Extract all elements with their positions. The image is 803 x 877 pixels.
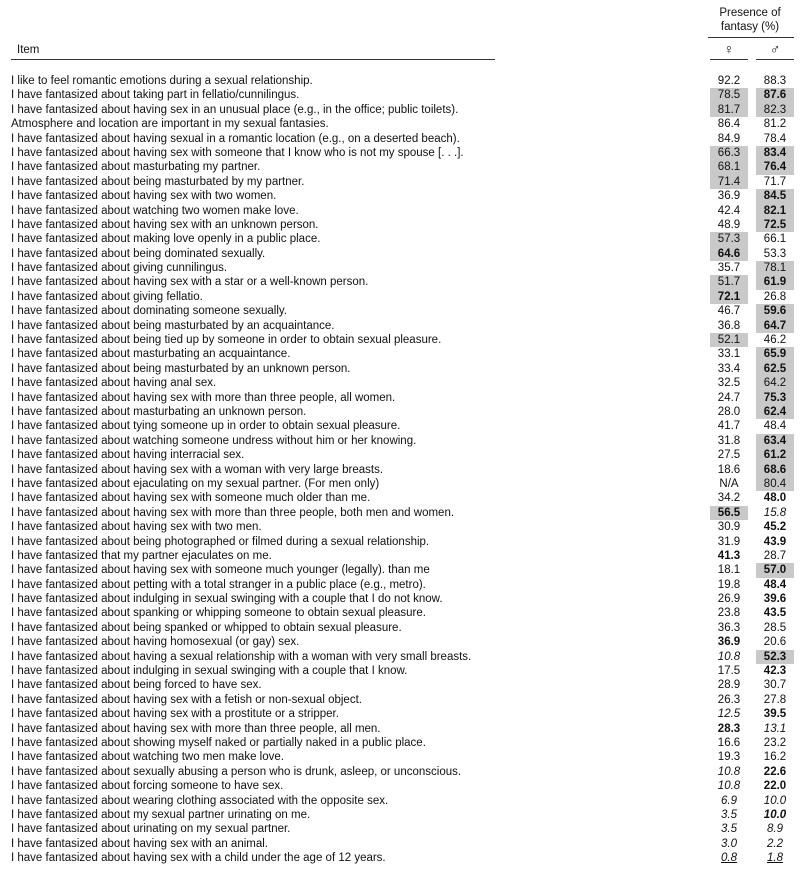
female-value: 68.1	[710, 160, 748, 174]
female-value: 28.9	[717, 679, 741, 692]
table-row	[0, 693, 803, 707]
male-value: 59.6	[756, 304, 794, 318]
row-item-text: I have fantasized about my sexual partner urinating on me.	[11, 808, 311, 821]
male-value: 84.5	[756, 189, 794, 203]
table-row	[0, 275, 803, 289]
female-value: 48.9	[717, 218, 741, 231]
female-value: 36.3	[717, 621, 741, 634]
male-value: 43.5	[763, 607, 787, 620]
male-value: 61.9	[756, 275, 794, 289]
male-value: 78.1	[756, 261, 794, 275]
row-item-text: I have fantasized about having anal sex.	[11, 377, 217, 390]
male-value: 48.4	[763, 578, 787, 591]
table-row	[0, 750, 803, 764]
row-item-text: I have fantasized about ejaculating on my sexual partner. (For men only)	[11, 477, 380, 490]
male-value: 15.8	[763, 506, 787, 519]
row-item-text: I have fantasized about indulging in sexual swinging with a couple that I know.	[11, 665, 408, 678]
female-value: 31.9	[717, 535, 741, 548]
male-value: 65.9	[756, 347, 794, 361]
row-item-text: I have fantasized about giving fellatio.	[11, 290, 203, 303]
female-value: 17.5	[717, 665, 741, 678]
female-value: 81.7	[710, 103, 748, 117]
row-item-text: I have fantasized about making love openly in a public place.	[11, 233, 321, 246]
row-item-text: I have fantasized about indulging in sexual swinging with a couple that I do not know.	[11, 593, 443, 606]
table-row	[0, 592, 803, 606]
row-item-text: I have fantasized about wearing clothing associated with the opposite sex.	[11, 794, 389, 807]
male-value: 81.2	[763, 118, 787, 131]
table-row	[0, 477, 803, 491]
female-value: 3.0	[721, 837, 737, 850]
table-row	[0, 319, 803, 333]
male-value: 71.7	[763, 175, 787, 188]
female-value: 30.9	[717, 521, 741, 534]
male-value: 62.4	[756, 405, 794, 419]
row-item-text: I have fantasized about being dominated sexually.	[11, 247, 266, 260]
male-value: 64.7	[756, 319, 794, 333]
row-item-text: I have fantasized about being spanked or whipped to obtain sexual pleasure.	[11, 621, 402, 634]
male-value: 80.4	[756, 477, 794, 491]
male-value: 1.8	[767, 852, 783, 865]
row-item-text: I have fantasized about having sex in an unusual place (e.g., in the office; public toilets).	[11, 103, 459, 116]
female-value: 18.1	[717, 564, 741, 577]
header-rule-female	[710, 59, 748, 60]
male-value: 66.1	[763, 233, 787, 246]
male-value: 64.2	[756, 376, 794, 390]
female-value: 35.7	[717, 262, 741, 275]
row-item-text: I have fantasized about having sexual in a romantic location (e.g., on a deserted beach).	[11, 132, 460, 145]
female-value: 0.8	[721, 852, 737, 865]
row-item-text: I have fantasized about having sex with a prostitute or a stripper.	[11, 708, 339, 721]
row-item-text: I have fantasized about watching two men make love.	[11, 751, 284, 764]
row-item-text: I have fantasized about having sex with a child under the age of 12 years.	[11, 852, 386, 865]
row-item-text: I have fantasized about having a sexual relationship with a woman with very small breasts.	[11, 650, 472, 663]
female-value: 66.3	[710, 146, 748, 160]
table-row	[0, 204, 803, 218]
female-value: 3.5	[721, 808, 737, 821]
table-row	[0, 232, 803, 246]
row-item-text: I have fantasized about forcing someone to have sex.	[11, 780, 284, 793]
female-value: 36.8	[717, 319, 741, 332]
female-value: 18.6	[717, 463, 741, 476]
row-item-text: I have fantasized about masturbating my partner.	[11, 161, 261, 174]
male-value: 28.5	[763, 621, 787, 634]
female-value: 3.5	[721, 823, 737, 836]
male-value: 83.4	[756, 146, 794, 160]
row-item-text: I have fantasized about having sex with someone much older than me.	[11, 492, 371, 505]
female-value: N/A	[719, 477, 739, 490]
row-item-text: I have fantasized about having sex with an animal.	[11, 837, 268, 850]
row-item-text: I have fantasized about having sex with more than three people, both men and women.	[11, 506, 455, 519]
female-value: 10.8	[717, 780, 741, 793]
row-item-text: I have fantasized about masturbating an unknown person.	[11, 405, 307, 418]
male-value: 63.4	[756, 434, 794, 448]
male-value: 39.5	[763, 708, 787, 721]
table-row	[0, 117, 803, 131]
row-item-text: I have fantasized about being masturbated by an acquaintance.	[11, 319, 335, 332]
table-row	[0, 678, 803, 692]
table-row	[0, 347, 803, 361]
female-value: 41.7	[717, 420, 741, 433]
male-value: 46.2	[763, 334, 787, 347]
female-value: 72.1	[710, 290, 748, 304]
row-item-text: I have fantasized about having sex with a woman with very large breasts.	[11, 463, 384, 476]
male-value: 61.2	[756, 448, 794, 462]
table-row	[0, 549, 803, 563]
male-value: 10.0	[763, 794, 787, 807]
table-row	[0, 333, 803, 347]
row-item-text: I have fantasized about having sex with someone that I know who is not my spouse [. . .].	[11, 146, 464, 159]
female-value: 64.6	[710, 247, 748, 261]
male-value: 28.7	[763, 549, 787, 562]
female-value: 12.5	[717, 708, 741, 721]
female-value: 6.9	[721, 794, 737, 807]
female-value: 26.3	[717, 693, 741, 706]
female-value: 56.5	[710, 506, 748, 520]
row-item-text: Atmosphere and location are important in my sexual fantasies.	[11, 118, 329, 131]
row-item-text: I have fantasized about having sex with an unknown person.	[11, 218, 319, 231]
row-item-text: I have fantasized about sexually abusing a person who is drunk, asleep, or unconscious.	[11, 765, 462, 778]
male-value: 30.7	[763, 679, 787, 692]
row-item-text: I have fantasized about watching two women make love.	[11, 204, 299, 217]
table-row	[0, 362, 803, 376]
female-value: 41.3	[717, 549, 741, 562]
table-row	[0, 578, 803, 592]
row-item-text: I have fantasized that my partner ejaculates on me.	[11, 549, 272, 562]
row-item-text: I have fantasized about being forced to have sex.	[11, 679, 262, 692]
male-value: 52.3	[756, 650, 794, 664]
presence-header-line2: fantasy (%)	[720, 21, 780, 33]
male-value: 82.1	[756, 204, 794, 218]
male-value: 2.2	[767, 837, 783, 850]
header-rule-columns	[708, 37, 794, 38]
row-item-text: I have fantasized about taking part in fellatio/cunnilingus.	[11, 89, 300, 102]
female-value: 71.4	[710, 175, 748, 189]
table-row	[0, 103, 803, 117]
female-value: 52.1	[710, 333, 748, 347]
male-value: 78.4	[763, 132, 787, 145]
table-row	[0, 419, 803, 433]
female-value: 10.8	[717, 650, 741, 663]
female-value: 19.8	[717, 578, 741, 591]
male-value: 43.9	[763, 535, 787, 548]
male-value: 42.3	[763, 665, 787, 678]
table-row	[0, 218, 803, 232]
table-row	[0, 563, 803, 577]
table-row	[0, 506, 803, 520]
table-row	[0, 146, 803, 160]
female-value: 57.3	[710, 232, 748, 246]
female-value: 36.9	[717, 190, 741, 203]
table-row	[0, 74, 803, 88]
row-item-text: I have fantasized about having sex with two men.	[11, 521, 262, 534]
table-row	[0, 491, 803, 505]
row-item-text: I like to feel romantic emotions during a sexual relationship.	[11, 75, 313, 87]
male-value: 22.0	[763, 780, 787, 793]
table-row	[0, 247, 803, 261]
female-value: 34.2	[717, 492, 741, 505]
table-row	[0, 405, 803, 419]
row-item-text: I have fantasized about having interracial sex.	[11, 449, 245, 462]
male-value: 10.0	[763, 808, 787, 821]
table-row	[0, 88, 803, 102]
male-value: 87.6	[756, 88, 794, 102]
male-symbol-icon: ♂	[769, 41, 781, 57]
male-value: 76.4	[756, 160, 794, 174]
table-row	[0, 722, 803, 736]
table-row	[0, 808, 803, 822]
row-item-text: I have fantasized about being photographed or filmed during a sexual relationship.	[11, 535, 430, 548]
row-item-text: I have fantasized about watching someone undress without him or her knowing.	[11, 434, 417, 447]
table-row	[0, 707, 803, 721]
table-row	[0, 794, 803, 808]
row-item-text: I have fantasized about masturbating an acquaintance.	[11, 348, 291, 361]
female-value: 23.8	[717, 607, 741, 620]
male-value: 13.1	[763, 722, 787, 735]
male-value: 57.0	[756, 563, 794, 577]
table-row	[0, 391, 803, 405]
female-value: 28.0	[717, 405, 741, 418]
row-item-text: I have fantasized about having sex with a fetish or non-sexual object.	[11, 693, 362, 706]
table-row	[0, 765, 803, 779]
table-row	[0, 448, 803, 462]
female-value: 19.3	[717, 751, 741, 764]
presence-header	[705, 6, 795, 34]
female-value: 32.5	[717, 377, 741, 390]
female-value: 31.8	[717, 434, 741, 447]
male-value: 75.3	[756, 391, 794, 405]
table-row	[0, 434, 803, 448]
table-row	[0, 376, 803, 390]
male-value: 27.8	[763, 693, 787, 706]
row-item-text: I have fantasized about having sex with someone much younger (legally). than me	[11, 564, 430, 577]
row-item-text: I have fantasized about being masturbated by an unknown person.	[11, 362, 351, 375]
row-item-text: I have fantasized about dominating someone sexually.	[11, 305, 287, 318]
table-row	[0, 606, 803, 620]
table-row	[0, 189, 803, 203]
table-body	[0, 74, 803, 865]
table-row	[0, 822, 803, 836]
row-item-text: I have fantasized about having sex with a star or a well-known person.	[11, 276, 369, 289]
female-value: 27.5	[717, 449, 741, 462]
table-row	[0, 535, 803, 549]
female-value: 36.9	[717, 636, 741, 649]
female-value: 86.4	[717, 118, 741, 131]
row-item-text: I have fantasized about petting with a total stranger in a public place (e.g., metro).	[11, 578, 426, 591]
male-value: 62.5	[756, 362, 794, 376]
row-item-text: I have fantasized about being masturbated by my partner.	[11, 175, 305, 188]
table-row	[0, 736, 803, 750]
presence-header-line1: Presence of	[719, 7, 781, 19]
header-rule-item	[11, 59, 495, 60]
row-item-text: I have fantasized about showing myself naked or partially naked in a public place.	[11, 736, 426, 749]
female-value: 42.4	[717, 204, 741, 217]
female-value: 92.2	[717, 75, 741, 87]
row-item-text: I have fantasized about having sex with more than three people, all women.	[11, 391, 396, 404]
header-rule-male	[756, 59, 794, 60]
female-value: 33.4	[717, 362, 741, 375]
table-row	[0, 851, 803, 865]
table-row	[0, 132, 803, 146]
male-value: 48.0	[763, 492, 787, 505]
female-value: 46.7	[717, 305, 741, 318]
female-value: 33.1	[717, 348, 741, 361]
male-value: 39.6	[763, 593, 787, 606]
table-row	[0, 175, 803, 189]
female-symbol-icon: ♀	[723, 41, 735, 57]
table-row	[0, 463, 803, 477]
table-row	[0, 304, 803, 318]
female-value: 26.9	[717, 593, 741, 606]
female-value: 78.5	[710, 88, 748, 102]
table-row	[0, 290, 803, 304]
table-row	[0, 261, 803, 275]
male-value: 82.3	[756, 103, 794, 117]
female-value: 24.7	[717, 391, 741, 404]
female-value: 10.8	[717, 765, 741, 778]
male-value: 88.3	[763, 75, 787, 87]
male-value: 53.3	[763, 247, 787, 260]
male-value: 8.9	[767, 823, 783, 836]
row-item-text: I have fantasized about giving cunnilingus.	[11, 262, 228, 275]
table-row	[0, 160, 803, 174]
table-row	[0, 520, 803, 534]
table-row	[0, 621, 803, 635]
male-value: 48.4	[763, 420, 787, 433]
table-row	[0, 635, 803, 649]
table-row	[0, 779, 803, 793]
row-item-text: I have fantasized about urinating on my sexual partner.	[11, 823, 291, 836]
row-item-text: I have fantasized about spanking or whipping someone to obtain sexual pleasure.	[11, 607, 426, 620]
table-row	[0, 664, 803, 678]
male-value: 22.6	[763, 765, 787, 778]
table-row	[0, 650, 803, 664]
female-value: 84.9	[717, 132, 741, 145]
female-value: 16.6	[717, 736, 741, 749]
female-value: 28.3	[717, 722, 741, 735]
row-item-text: I have fantasized about having sex with two women.	[11, 190, 277, 203]
row-item-text: I have fantasized about tying someone up in order to obtain sexual pleasure.	[11, 420, 401, 433]
male-value: 23.2	[763, 736, 787, 749]
male-value: 72.5	[756, 218, 794, 232]
item-column-header: Item	[17, 44, 40, 56]
male-value: 68.6	[756, 463, 794, 477]
male-value: 26.8	[763, 290, 787, 303]
row-item-text: I have fantasized about being tied up by someone in order to obtain sexual pleasure.	[11, 334, 442, 347]
table-row	[0, 837, 803, 851]
row-item-text: I have fantasized about having homosexual (or gay) sex.	[11, 636, 300, 649]
male-value: 16.2	[763, 751, 787, 764]
row-item-text: I have fantasized about having sex with more than three people, all men.	[11, 722, 381, 735]
male-value: 45.2	[763, 521, 787, 534]
male-value: 20.6	[763, 636, 787, 649]
female-value: 51.7	[710, 275, 748, 289]
